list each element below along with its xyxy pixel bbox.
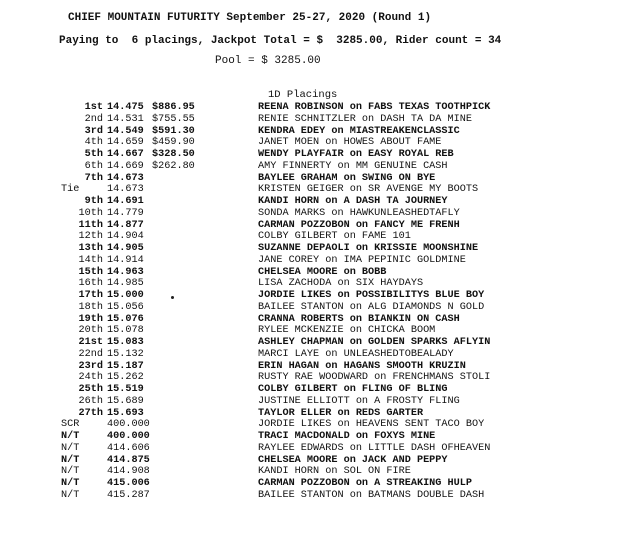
run-time: 15.083 bbox=[107, 337, 144, 348]
status-label: N/T bbox=[61, 454, 80, 466]
placing-row bbox=[0, 455, 640, 467]
run-time: 14.531 bbox=[107, 113, 144, 125]
run-time: 400.000 bbox=[107, 431, 150, 442]
rider-and-horse: KANDI HORN on A DASH TA JOURNEY bbox=[258, 196, 448, 207]
run-time: 14.985 bbox=[107, 278, 144, 290]
run-time: 414.606 bbox=[107, 442, 150, 454]
payout-amount: $459.90 bbox=[152, 137, 195, 149]
rider-and-horse: REENA ROBINSON on FABS TEXAS TOOTHPICK bbox=[258, 102, 491, 113]
run-time: 14.659 bbox=[107, 137, 144, 149]
rider-and-horse: CHELSEA MOORE on JACK AND PEPPY bbox=[258, 454, 448, 466]
run-time: 414.908 bbox=[107, 466, 150, 478]
placing-row bbox=[0, 337, 640, 349]
placing-rank: 18th bbox=[78, 301, 103, 313]
placing-row bbox=[0, 267, 640, 279]
rider-and-horse: JORDIE LIKES on HEAVENS SENT TACO BOY bbox=[258, 419, 485, 431]
placing-rank: 27th bbox=[78, 407, 103, 419]
rider-and-horse: RAYLEE EDWARDS on LITTLE DASH OFHEAVEN bbox=[258, 442, 491, 454]
payout-amount: $886.95 bbox=[152, 102, 195, 113]
run-time: 14.667 bbox=[107, 149, 144, 160]
run-time: 14.779 bbox=[107, 207, 144, 219]
placing-row bbox=[0, 478, 640, 490]
placing-rank: 22nd bbox=[78, 348, 103, 360]
placing-row bbox=[0, 325, 640, 337]
status-label: N/T bbox=[61, 478, 80, 489]
placing-row bbox=[0, 208, 640, 220]
run-time: 14.673 bbox=[107, 172, 144, 184]
placing-row bbox=[0, 384, 640, 396]
placing-rank: 19th bbox=[78, 313, 103, 325]
placing-row bbox=[0, 361, 640, 373]
rider-and-horse: LISA ZACHODA on SIX HAYDAYS bbox=[258, 278, 424, 290]
placing-row bbox=[0, 161, 640, 173]
rider-and-horse: CRANNA ROBERTS on BIANKIN ON CASH bbox=[258, 313, 460, 325]
placing-row bbox=[0, 490, 640, 502]
rider-and-horse: ERIN HAGAN on HAGANS SMOOTH KRUZIN bbox=[258, 360, 466, 372]
placing-rank: 6th bbox=[84, 160, 103, 172]
run-time: 415.006 bbox=[107, 478, 150, 489]
placing-rank: 11th bbox=[78, 219, 103, 231]
placing-rank: 17th bbox=[78, 290, 103, 301]
placing-rank: 21st bbox=[78, 337, 103, 348]
placing-row bbox=[0, 431, 640, 443]
run-time: 15.132 bbox=[107, 348, 144, 360]
run-time: 14.691 bbox=[107, 196, 144, 207]
run-time: 15.000 bbox=[107, 290, 144, 301]
run-time: 15.519 bbox=[107, 384, 144, 395]
placing-row bbox=[0, 290, 640, 302]
run-time: 400.000 bbox=[107, 419, 150, 431]
status-label: Tie bbox=[61, 184, 80, 196]
run-time: 14.549 bbox=[107, 125, 144, 137]
placing-rank: 20th bbox=[78, 325, 103, 337]
run-time: 15.187 bbox=[107, 360, 144, 372]
rider-and-horse: RUSTY RAE WOODWARD on FRENCHMANS STOLI bbox=[258, 372, 491, 384]
rider-and-horse: CHELSEA MOORE on BOBB bbox=[258, 266, 387, 278]
run-time: 14.914 bbox=[107, 254, 144, 266]
placing-row bbox=[0, 196, 640, 208]
status-label: N/T bbox=[61, 431, 80, 442]
placing-row bbox=[0, 184, 640, 196]
run-time: 14.963 bbox=[107, 266, 144, 278]
placing-rank: 26th bbox=[78, 395, 103, 407]
run-time: 15.078 bbox=[107, 325, 144, 337]
stray-dot bbox=[171, 296, 174, 299]
placing-row bbox=[0, 137, 640, 149]
status-label: N/T bbox=[61, 442, 80, 454]
payout-amount: $328.50 bbox=[152, 149, 195, 160]
rider-and-horse: KRISTEN GEIGER on SR AVENGE MY BOOTS bbox=[258, 184, 479, 196]
rider-and-horse: RYLEE MCKENZIE on CHICKA BOOM bbox=[258, 325, 436, 337]
placing-row bbox=[0, 302, 640, 314]
placing-rank: 12th bbox=[78, 231, 103, 243]
rider-and-horse: RENIE SCHNITZLER on DASH TA DA MINE bbox=[258, 113, 472, 125]
placing-row bbox=[0, 243, 640, 255]
placing-row bbox=[0, 149, 640, 161]
placing-rank: 10th bbox=[78, 207, 103, 219]
placing-row bbox=[0, 372, 640, 384]
rider-and-horse: JORDIE LIKES on POSSIBILITYS BLUE BOY bbox=[258, 290, 485, 301]
status-label: N/T bbox=[61, 466, 80, 478]
placing-rank: 13th bbox=[78, 243, 103, 254]
placing-row bbox=[0, 314, 640, 326]
run-time: 14.904 bbox=[107, 231, 144, 243]
placings-list bbox=[0, 102, 640, 502]
placing-rank: 9th bbox=[84, 196, 103, 207]
placing-row bbox=[0, 255, 640, 267]
run-time: 15.076 bbox=[107, 313, 144, 325]
placing-row bbox=[0, 114, 640, 126]
placing-rank: 5th bbox=[84, 149, 103, 160]
status-label: SCR bbox=[61, 419, 80, 431]
division-title: 1D Placings bbox=[268, 89, 338, 101]
placing-rank: 7th bbox=[84, 172, 103, 184]
placing-rank: 23rd bbox=[78, 360, 103, 372]
placing-row bbox=[0, 173, 640, 185]
rider-and-horse: KENDRA EDEY on MIASTREAKENCLASSIC bbox=[258, 125, 460, 137]
rider-and-horse: JUSTINE ELLIOTT on A FROSTY FLING bbox=[258, 395, 460, 407]
placing-rank: 14th bbox=[78, 254, 103, 266]
rider-and-horse: ASHLEY CHAPMAN on GOLDEN SPARKS AFLYIN bbox=[258, 337, 491, 348]
payout-amount: $591.30 bbox=[152, 125, 195, 137]
placing-rank: 24th bbox=[78, 372, 103, 384]
placing-row bbox=[0, 443, 640, 455]
run-time: 14.669 bbox=[107, 160, 144, 172]
placing-rank: 25th bbox=[78, 384, 103, 395]
placing-row bbox=[0, 419, 640, 431]
placing-row bbox=[0, 466, 640, 478]
run-time: 415.287 bbox=[107, 489, 150, 501]
placing-row bbox=[0, 396, 640, 408]
rider-and-horse: BAYLEE GRAHAM on SWING ON BYE bbox=[258, 172, 436, 184]
event-title: CHIEF MOUNTAIN FUTURITY September 25-27, 2020 (Round 1) bbox=[68, 12, 432, 24]
rider-and-horse: CARMAN POZZOBON on FANCY ME FRENH bbox=[258, 219, 460, 231]
payout-summary: Paying to 6 placings, Jackpot Total = $ 3285.00, Rider count = 34 bbox=[59, 35, 502, 47]
rider-and-horse: SONDA MARKS on HAWKUNLEASHEDTAFLY bbox=[258, 207, 460, 219]
placing-rank: 15th bbox=[78, 266, 103, 278]
payout-amount: $755.55 bbox=[152, 113, 195, 125]
rider-and-horse: TAYLOR ELLER on REDS GARTER bbox=[258, 407, 424, 419]
placing-row bbox=[0, 102, 640, 114]
placing-row bbox=[0, 220, 640, 232]
run-time: 15.689 bbox=[107, 395, 144, 407]
rider-and-horse: BAILEE STANTON on ALG DIAMONDS N GOLD bbox=[258, 301, 485, 313]
run-time: 15.262 bbox=[107, 372, 144, 384]
pool-total: Pool = $ 3285.00 bbox=[215, 55, 321, 67]
placing-rank: 3rd bbox=[84, 125, 103, 137]
run-time: 414.875 bbox=[107, 454, 150, 466]
status-label: N/T bbox=[61, 489, 80, 501]
rider-and-horse: CARMAN POZZOBON on A STREAKING HULP bbox=[258, 478, 472, 489]
rider-and-horse: COLBY GILBERT on FLING OF BLING bbox=[258, 384, 448, 395]
rider-and-horse: MARCI LAYE on UNLEASHEDTOBEALADY bbox=[258, 348, 454, 360]
placing-rank: 4th bbox=[84, 137, 103, 149]
rider-and-horse: SUZANNE DEPAOLI on KRISSIE MOONSHINE bbox=[258, 243, 479, 254]
rider-and-horse: JANE COREY on IMA PEPINIC GOLDMINE bbox=[258, 254, 466, 266]
rider-and-horse: COLBY GILBERT on FAME 101 bbox=[258, 231, 411, 243]
rider-and-horse: WENDY PLAYFAIR on EASY ROYAL REB bbox=[258, 149, 454, 160]
rider-and-horse: BAILEE STANTON on BATMANS DOUBLE DASH bbox=[258, 489, 485, 501]
rider-and-horse: KANDI HORN on SOL ON FIRE bbox=[258, 466, 411, 478]
placing-row bbox=[0, 126, 640, 138]
run-time: 14.877 bbox=[107, 219, 144, 231]
run-time: 14.673 bbox=[107, 184, 144, 196]
rider-and-horse: AMY FINNERTY on MM GENUINE CASH bbox=[258, 160, 448, 172]
placing-rank: 16th bbox=[78, 278, 103, 290]
run-time: 15.693 bbox=[107, 407, 144, 419]
placing-row bbox=[0, 231, 640, 243]
rider-and-horse: JANET MOEN on HOWES ABOUT FAME bbox=[258, 137, 442, 149]
placing-rank: 1st bbox=[84, 102, 103, 113]
run-time: 14.475 bbox=[107, 102, 144, 113]
placing-row bbox=[0, 408, 640, 420]
payout-amount: $262.80 bbox=[152, 160, 195, 172]
run-time: 15.056 bbox=[107, 301, 144, 313]
placing-row bbox=[0, 349, 640, 361]
run-time: 14.905 bbox=[107, 243, 144, 254]
rider-and-horse: TRACI MACDONALD on FOXYS MINE bbox=[258, 431, 436, 442]
placing-rank: 2nd bbox=[84, 113, 103, 125]
placing-row bbox=[0, 278, 640, 290]
